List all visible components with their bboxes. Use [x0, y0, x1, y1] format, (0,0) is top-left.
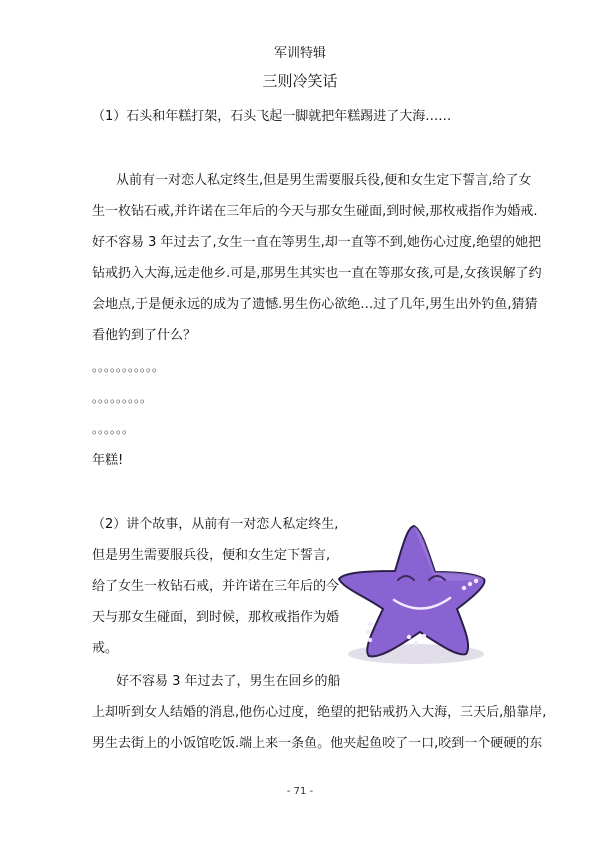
- starfish-dot: [368, 622, 372, 626]
- starfish-dot: [414, 641, 418, 645]
- story-1-line-2: 生一枚钻石戒,并许诺在三年后的今天与那女生碰面,到时候,那枚戒指作为婚戒.: [92, 204, 538, 219]
- story-1-line-3: 好不容易 3 年过去了,女生一直在等男生,却一直等不到,她伤心过度,绝望的她把: [92, 235, 542, 250]
- story-1-line-1: 从前有一对恋人私定终生,但是男生需要服兵役,便和女生定下誓言,给了女: [116, 173, 532, 188]
- story-2-line-2: 但是男生需要服兵役，便和女生定下誓言,: [92, 548, 331, 563]
- running-header: 军训特辑: [273, 46, 326, 61]
- page-number: - 71 -: [286, 786, 314, 797]
- ellipsis-dots-3: 。。。。。。: [92, 422, 135, 436]
- story-2-line-4: 天与那女生碰面，到时候，那枚戒指作为婚: [92, 610, 340, 625]
- story-1-line-5: 会地点,于是便永远的成为了遗憾.男生伤心欲绝…过了几年,男生出外钓鱼,猜猜: [92, 297, 538, 312]
- starfish-dot: [407, 635, 411, 639]
- starfish-dot: [468, 582, 472, 586]
- starfish-dot: [422, 634, 426, 638]
- story-2-line-7: 上却听到女人结婚的消息,他伤心过度，绝望的把钻戒扔入大海，三天后,船靠岸,: [92, 705, 547, 720]
- starfish-dot: [474, 579, 478, 583]
- story-2-line-8: 男生去街上的小饭馆吃饭.端上来一条鱼。他夹起鱼咬了一口,咬到一个硬硬的东: [92, 736, 543, 751]
- starfish-dot: [462, 586, 466, 590]
- story-1-answer: 年糕!: [92, 453, 124, 468]
- ellipsis-dots-2: 。。。。。。。。。: [92, 391, 153, 405]
- story-1-line-4: 钻戒扔入大海,远走他乡.可是,那男生其实也一直在等那女孩,可是,女孩误解了约: [92, 266, 542, 281]
- story-2-line-5: 戒。: [92, 641, 119, 656]
- starfish-body: [339, 526, 485, 656]
- story-2-line-6: 好不容易 3 年过去了，男生在回乡的船: [116, 674, 341, 689]
- story-1-line-6: 看他钓到了什么？: [92, 328, 197, 343]
- story-2-line-3: 给了女生一枚钻石戒，并许诺在三年后的今: [92, 579, 340, 594]
- starfish-dot: [368, 638, 372, 642]
- purple-starfish-icon: [332, 518, 490, 668]
- starfish-dot: [366, 630, 370, 634]
- page-title: 三则冷笑话: [262, 72, 338, 90]
- joke-1-text: （1）石头和年糕打架，石头飞起一脚就把年糕踢进了大海……: [92, 109, 452, 124]
- ellipsis-dots-1: 。。。。。。。。。。。: [92, 360, 165, 374]
- story-2-line-1: （2）讲个故事，从前有一对恋人私定终生,: [92, 517, 339, 532]
